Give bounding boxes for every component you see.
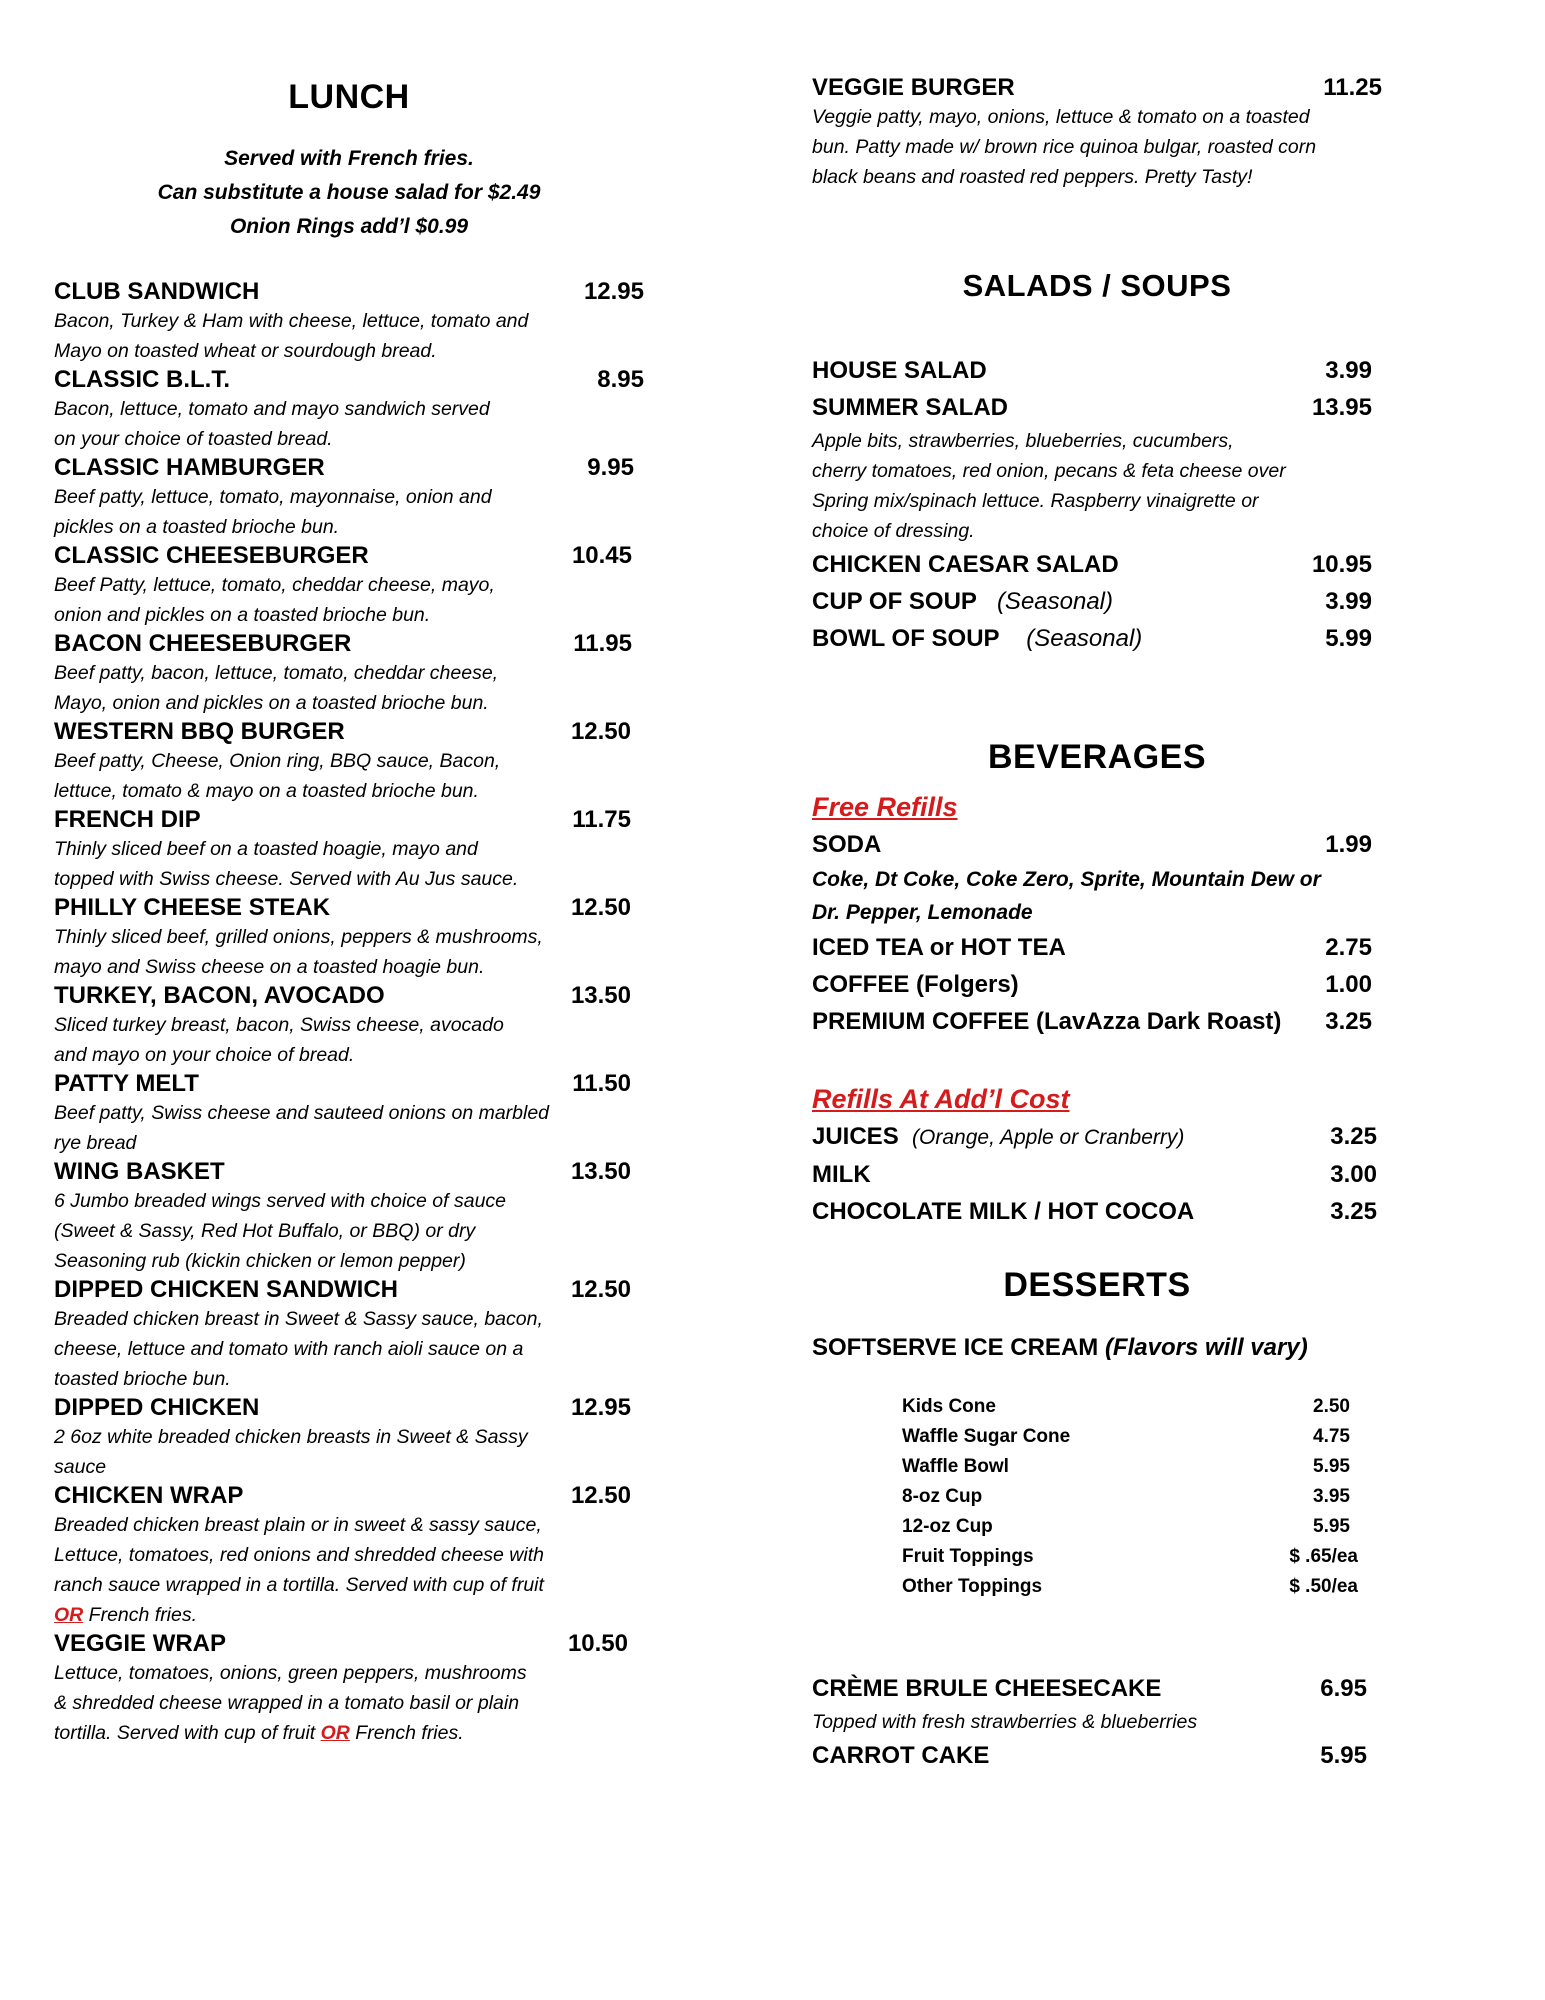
item-description: Beef patty, bacon, lettuce, tomato, cheddar cheese, [54,662,499,684]
beverages-section [812,788,1382,1230]
ice-cream-item [902,1512,1358,1542]
refills-cost-heading: Refills At Add’l Cost [812,1084,1070,1114]
item-price: 12.50 [570,1276,631,1303]
item-description: Mayo, onion and pickles on a toasted brioche bun. [54,692,489,714]
item-description: Mayo on toasted wheat or sourdough bread. [54,340,437,362]
item-name: WING BASKET [54,1158,225,1185]
item-name: WESTERN BBQ BURGER [54,718,345,745]
item-description: Beef patty, lettuce, tomato, mayonnaise, onion and [54,486,492,508]
ice-cream-item [902,1572,1358,1602]
item-name: CLASSIC B.L.T. [54,366,231,393]
item-description: Coke, Dt Coke, Coke Zero, Sprite, Mountain Dew or [812,868,1321,891]
item-price: 11.25 [1323,74,1382,101]
item-price: 3.25 [1330,1123,1377,1150]
item-description: Bacon, lettuce, tomato and mayo sandwich served [54,398,490,420]
item-name: CARROT CAKE [812,1742,990,1769]
item-price: 3.95 [1313,1486,1350,1507]
menu-item [812,389,1372,426]
item-name: CLASSIC HAMBURGER [54,454,325,481]
item-description: 2 6oz white breaded chicken breasts in Sweet & Sassy [54,1426,528,1448]
item-price: 2.50 [1313,1396,1350,1417]
item-name: VEGGIE WRAP [54,1630,227,1657]
item-price: 8.95 [597,366,644,393]
item-description: Breaded chicken breast in Sweet & Sassy sauce, bacon, [54,1308,543,1330]
menu-item [812,826,1372,863]
menu-item [54,366,644,454]
item-price: 5.99 [1325,625,1372,652]
lunch-title: LUNCH [288,78,410,116]
item-price: 10.50 [567,1630,628,1657]
menu-item [54,1158,644,1276]
item-price: 1.99 [1325,831,1372,858]
item-price: 12.50 [570,718,631,745]
item-price: 5.95 [1313,1516,1350,1537]
item-name: CLASSIC CHEESEBURGER [54,542,369,569]
item-description: Lettuce, tomatoes, onions, green peppers, mushrooms [54,1662,527,1684]
menu-item [54,542,644,630]
item-price: 11.50 [572,1070,631,1097]
item-name: SUMMER SALAD [812,394,1008,421]
item-price: 9.95 [587,454,634,481]
menu-item [812,1737,1367,1774]
ice-cream-list [902,1392,1358,1602]
item-price: 3.99 [1325,588,1372,615]
item-name: CHOCOLATE MILK / HOT COCOA [812,1198,1195,1225]
item-name: 12-oz Cup [902,1516,993,1537]
item-name: Waffle Bowl [902,1456,1009,1477]
item-price: $ .65/ea [1289,1546,1358,1567]
item-price: 2.75 [1325,934,1372,961]
item-description [54,1718,644,1748]
item-price: 12.50 [570,894,631,921]
item-price: 12.95 [570,1394,631,1421]
item-description: topped with Swiss cheese. Served with Au Jus sauce. [54,868,519,890]
item-description: black beans and roasted red peppers. Pretty Tasty! [812,166,1253,188]
menu-item [54,278,644,366]
menu-item [812,620,1372,657]
ice-cream-item [902,1482,1358,1512]
item-name: PREMIUM COFFEE (LavAzza Dark Roast) [812,1008,1282,1035]
item-description: Veggie patty, mayo, onions, lettuce & tomato on a toasted [812,106,1310,128]
item-price: 13.95 [1311,394,1372,421]
item-price: 10.45 [571,542,632,569]
menu-item [54,806,644,894]
menu-item-veggie-burger [812,74,1382,192]
item-description: cherry tomatoes, red onion, pecans & feta cheese over [812,460,1286,482]
item-description: Topped with fresh strawberries & blueberries [812,1711,1198,1733]
item-description: lettuce, tomato & mayo on a toasted brioche bun. [54,780,479,802]
menu-item [812,966,1372,1003]
item-description: ranch sauce wrapped in a tortilla. Served with cup of fruit [54,1574,544,1596]
item-name: 8-oz Cup [902,1486,983,1507]
item-name: SODA [812,831,882,858]
salads-section [812,352,1382,657]
menu-item [812,1156,1377,1193]
item-description: and mayo on your choice of bread. [54,1044,355,1066]
item-name: Other Toppings [902,1576,1043,1597]
item-price: 12.50 [570,1482,631,1509]
ice-cream-item [902,1422,1358,1452]
desserts-title: DESSERTS [1003,1266,1191,1304]
intro-line: Served with French fries. [224,147,474,170]
item-price: 3.25 [1325,1008,1372,1035]
item-description: Thinly sliced beef, grilled onions, peppers & mushrooms, [54,926,543,948]
item-description: Dr. Pepper, Lemonade [812,901,1033,924]
or-word: OR [54,1604,84,1626]
menu-item [812,1118,1377,1156]
item-description: Thinly sliced beef on a toasted hoagie, mayo and [54,838,478,860]
item-name: Waffle Sugar Cone [902,1426,1071,1447]
menu-item [812,546,1372,583]
item-description: bun. Patty made w/ brown rice quinoa bulgar, roasted corn [812,136,1317,158]
item-price: 3.25 [1330,1198,1377,1225]
item-description: toasted brioche bun. [54,1368,231,1390]
menu-item [812,929,1372,966]
item-price: 11.95 [573,630,632,657]
menu-item-chicken-wrap [54,1482,644,1630]
item-name: COFFEE (Folgers) [812,971,1019,998]
item-name: Fruit Toppings [902,1546,1034,1567]
item-name: Kids Cone [902,1396,996,1417]
item-description: cheese, lettuce and tomato with ranch aioli sauce on a [54,1338,524,1360]
menu-item [54,982,644,1070]
menu-item [812,1193,1377,1230]
menu-item [54,1070,644,1158]
item-price: 12.95 [583,278,644,305]
item-name: MILK [812,1161,871,1188]
item-name: CRÈME BRULE CHEESECAKE [812,1675,1162,1702]
item-description: Beef Patty, lettuce, tomato, cheddar cheese, mayo, [54,574,495,596]
item-description: mayo and Swiss cheese on a toasted hoagie bun. [54,956,485,978]
menu-item [54,1394,644,1482]
item-name-group [812,620,1142,657]
ice-cream-item [902,1392,1358,1422]
item-name: CHICKEN CAESAR SALAD [812,551,1119,578]
item-description: Sliced turkey breast, bacon, Swiss cheese, avocado [54,1014,504,1036]
beverages-title: BEVERAGES [988,738,1206,776]
item-name: PHILLY CHEESE STEAK [54,894,331,921]
item-description: rye bread [54,1132,137,1154]
menu-item [54,630,644,718]
item-description: onion and pickles on a toasted brioche bun. [54,604,431,626]
item-name: JUICES [812,1123,899,1150]
item-description: choice of dressing. [812,520,975,542]
item-name: BACON CHEESEBURGER [54,630,352,657]
item-note: (Seasonal) [1026,625,1143,652]
item-description: & shredded cheese wrapped in a tomato basil or plain [54,1692,520,1714]
item-name: PATTY MELT [54,1070,199,1097]
free-refills-heading: Free Refills [812,792,958,822]
item-price: $ .50/ea [1289,1576,1358,1597]
item-description: Beef patty, Swiss cheese and sauteed onions on marbled [54,1102,550,1124]
item-description-tail: French fries. [349,1722,464,1744]
item-description: Beef patty, Cheese, Onion ring, BBQ sauce, Bacon, [54,750,501,772]
menu-item [812,1670,1367,1707]
lunch-items [54,278,644,1748]
item-name-group [812,1118,1184,1156]
item-name: CHICKEN WRAP [54,1482,244,1509]
menu-item [812,583,1372,620]
item-description: 6 Jumbo breaded wings served with choice of sauce [54,1190,507,1212]
item-price: 11.75 [572,806,631,833]
item-name: DIPPED CHICKEN SANDWICH [54,1276,399,1303]
item-description: Bacon, Turkey & Ham with cheese, lettuce, tomato and [54,310,529,332]
item-description: pickles on a toasted brioche bun. [54,516,340,538]
item-price: 3.00 [1330,1161,1377,1188]
softserve-heading [812,1330,1382,1366]
menu-item [812,1003,1372,1040]
item-price: 10.95 [1311,551,1372,578]
item-description: (Sweet & Sassy, Red Hot Buffalo, or BBQ) or dry [54,1220,476,1242]
item-note: (Orange, Apple or Cranberry) [912,1126,1185,1149]
item-price: 5.95 [1313,1456,1350,1477]
item-description-tail: French fries. [83,1604,198,1626]
item-price: 13.50 [570,982,631,1009]
item-name: TURKEY, BACON, AVOCADO [54,982,385,1009]
item-price: 5.95 [1320,1742,1367,1769]
item-name: BOWL OF SOUP [812,625,1000,652]
ice-cream-item [902,1452,1358,1482]
item-name: FRENCH DIP [54,806,201,833]
item-note: (Flavors will vary) [1104,1334,1308,1361]
item-name: HOUSE SALAD [812,357,987,384]
item-price: 13.50 [570,1158,631,1185]
item-name: VEGGIE BURGER [812,74,1015,101]
menu-item [812,352,1372,389]
ice-cream-item [902,1542,1358,1572]
item-description: Apple bits, strawberries, blueberries, cucumbers, [812,430,1234,452]
item-name: CLUB SANDWICH [54,278,260,305]
item-price: 3.99 [1325,357,1372,384]
item-description: Spring mix/spinach lettuce. Raspberry vinaigrette or [812,490,1259,512]
item-note: (Seasonal) [996,588,1113,615]
item-name: ICED TEA or HOT TEA [812,934,1066,961]
item-description [54,1600,644,1630]
intro-line: Can substitute a house salad for $2.49 [157,181,541,204]
intro-line: Onion Rings add’l $0.99 [229,215,469,238]
item-description-head: tortilla. Served with cup of fruit [54,1722,321,1744]
menu-item-veggie-wrap [54,1630,644,1748]
item-name-group [812,583,1113,620]
item-price: 1.00 [1325,971,1372,998]
desserts-section [812,1330,1382,1774]
menu-item [54,1276,644,1394]
item-description: Seasoning rub (kickin chicken or lemon pepper) [54,1250,466,1272]
item-name: CUP OF SOUP [812,588,977,615]
item-name: SOFTSERVE ICE CREAM [812,1334,1099,1361]
item-price: 4.75 [1313,1426,1350,1447]
menu-item [54,894,644,982]
menu-item [54,718,644,806]
item-name: DIPPED CHICKEN [54,1394,260,1421]
item-price: 6.95 [1320,1675,1367,1702]
item-description: sauce [54,1456,107,1478]
menu-item [54,454,644,542]
lunch-intro [54,142,644,244]
or-word: OR [320,1722,350,1744]
item-description: Breaded chicken breast plain or in sweet & sassy sauce, [54,1514,542,1536]
salads-title: SALADS / SOUPS [962,268,1232,303]
item-description: Lettuce, tomatoes, red onions and shredded cheese with [54,1544,544,1566]
item-description: on your choice of toasted bread. [54,428,333,450]
